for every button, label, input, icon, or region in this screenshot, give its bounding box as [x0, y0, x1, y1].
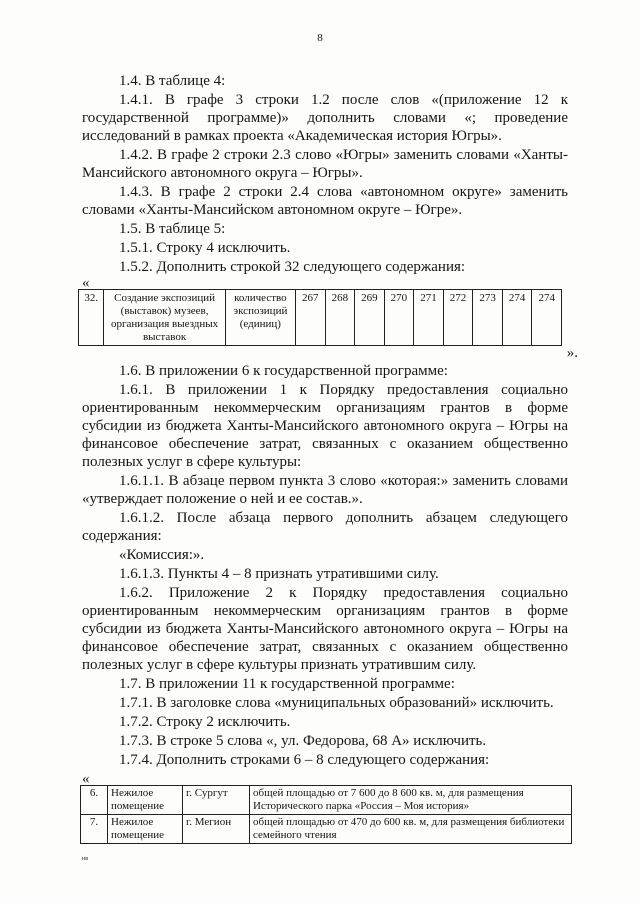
paragraph-1-6-1-3: 1.6.1.3. Пункты 4 – 8 признать утратившими силу. — [119, 566, 439, 582]
paragraph-1-5-1: 1.5.1. Строку 4 исключить. — [119, 240, 291, 256]
table5-unit: количество экспозиций (единиц) — [225, 290, 295, 346]
paragraph-1-6-1-1: 1.6.1.1. В абзаце первом пункта 3 слово «которая:» заменить словами «утверждает положение о ней и ее состав.». — [82, 473, 568, 507]
table-row — [81, 786, 572, 815]
table11-city: г. Сургут — [183, 786, 250, 815]
paragraph-1-6-1-2: 1.6.1.2. После абзаца первого дополнить абзацем следующего содержания: — [82, 510, 568, 544]
paragraph-1-4-1: 1.4.1. В графе 3 строки 1.2 после слов «(приложение 12 к государственной программе)» дополнить словами «; проведение исследований в рамках проекта «Академическая история Югры». — [82, 92, 568, 144]
paragraph-1-7-4: 1.7.4. Дополнить строками 6 – 8 следующего содержания: — [119, 752, 490, 768]
document-body — [82, 72, 578, 844]
paragraph-1-5: 1.5. В таблице 5: — [119, 221, 226, 237]
quote-open-mark: « — [82, 275, 90, 291]
table11-description: общей площадью от 7 600 до 8 600 кв. м, для размещения Исторического парка «Россия – Моя история» — [250, 786, 572, 815]
table11-city: г. Мегион — [183, 815, 250, 844]
table5-value: 274 — [532, 290, 562, 346]
table5-value: 274 — [502, 290, 532, 346]
paragraph-1-7: 1.7. В приложении 11 к государственной программе: — [119, 676, 455, 692]
table5-new-row — [78, 289, 562, 346]
paragraph-1-7-2: 1.7.2. Строку 2 исключить. — [119, 714, 291, 730]
table11-description: общей площадью от 470 до 600 кв. м, для размещения библиотеки семейного чтения — [250, 815, 572, 844]
paragraph-1-4-2: 1.4.2. В графе 2 строки 2.3 слово «Югры» заменить словами «Ханты-Мансийского автономного округа – Югры». — [82, 147, 568, 181]
table5-indicator-name: Создание экспозиций (выставок) музеев, организация выездных выставок — [104, 290, 225, 346]
paragraph-1-7-3: 1.7.3. В строке 5 слова «, ул. Федорова, 68 А» исключить. — [119, 733, 487, 749]
table5-value: 270 — [384, 290, 414, 346]
table-row — [79, 290, 562, 346]
quote-close-mark: ». — [566, 345, 578, 361]
table5-value: 273 — [473, 290, 503, 346]
paragraph-1-6: 1.6. В приложении 6 к государственной программе: — [119, 363, 448, 379]
table-row — [81, 815, 572, 844]
paragraph-commission: «Комиссия:». — [119, 547, 205, 563]
table11-object-type: Нежилое помещение — [108, 786, 183, 815]
table5-value: 267 — [296, 290, 326, 346]
paragraph-1-4: 1.4. В таблице 4: — [119, 73, 226, 89]
paragraph-1-4-3: 1.4.3. В графе 2 строки 2.4 слова «автономном округе» заменить словами «Ханты-Мансийском автономном округе – Югре». — [82, 184, 568, 218]
table5-value: 268 — [325, 290, 355, 346]
table5-value: 272 — [443, 290, 473, 346]
table5-value: 269 — [355, 290, 385, 346]
paragraph-1-5-2: 1.5.2. Дополнить строкой 32 следующего содержания: — [119, 259, 466, 275]
author-initials-stamp: нв — [82, 856, 89, 862]
page-number: 8 — [317, 32, 323, 44]
paragraph-1-6-1: 1.6.1. В приложении 1 к Порядку предоставления социально ориентированным некоммерческим организациям грантов в форме субсидии из бюджета Ханты-Мансийского автономного округа – Югры на финансовое обеспечение затрат, связанных с оказанием общественно полезных услуг в сфере культуры: — [82, 382, 568, 470]
table11-object-type: Нежилое помещение — [108, 815, 183, 844]
table11-row-number: 6. — [81, 786, 108, 815]
paragraph-1-7-1: 1.7.1. В заголовке слова «муниципальных образований» исключить. — [119, 695, 554, 711]
table11-new-rows — [80, 785, 572, 844]
table5-value: 271 — [414, 290, 444, 346]
table11-row-number: 7. — [81, 815, 108, 844]
quote-open-mark-2: « — [82, 771, 90, 787]
table5-row-number: 32. — [79, 290, 104, 346]
paragraph-1-6-2: 1.6.2. Приложение 2 к Порядку предоставления социально ориентированным некоммерческим организациям грантов в форме субсидии из бюджета Ханты-Мансийского автономного округа – Югры на финансовое обеспечение затрат, связанных с оказанием общественно полезных услуг в сфере культуры признать утратившим силу. — [82, 585, 568, 673]
